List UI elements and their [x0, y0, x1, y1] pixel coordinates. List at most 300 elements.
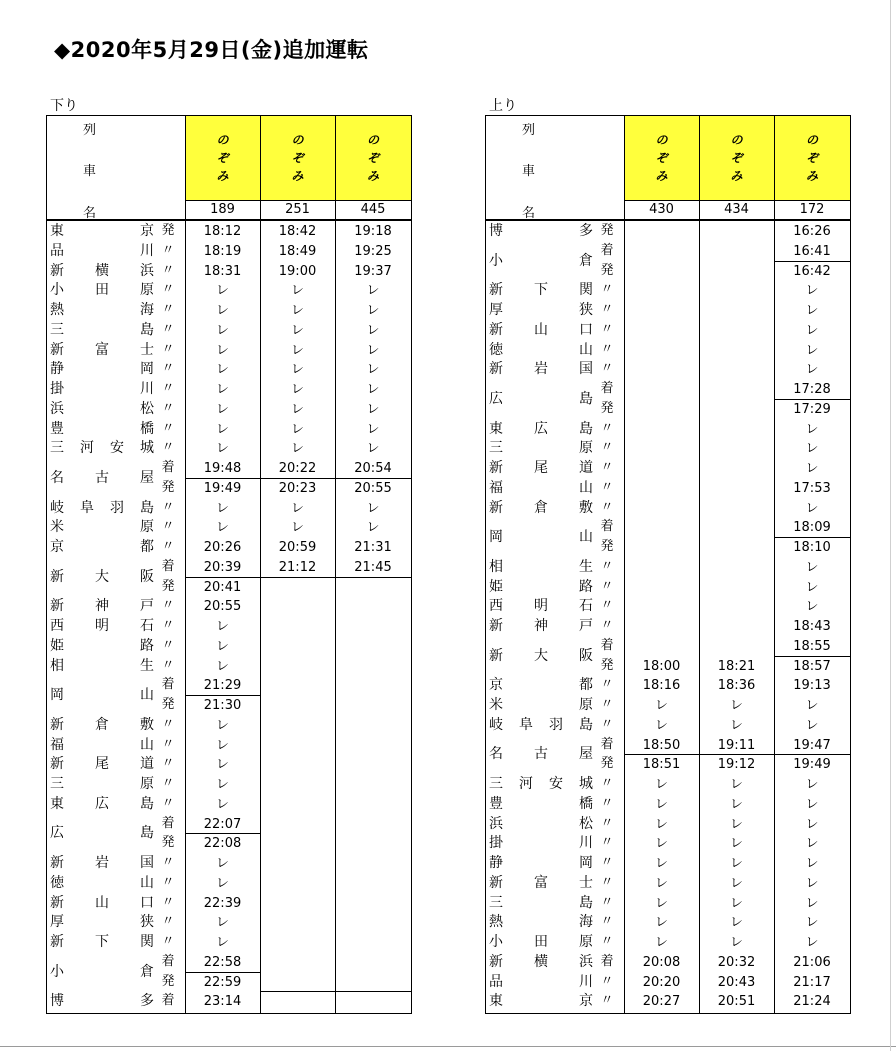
arr-dep-mark: 〃: [161, 874, 175, 890]
station-name: 三 河 安 城: [50, 440, 154, 457]
time-cell: レ: [805, 856, 819, 871]
station-name: 熱 海: [50, 302, 154, 318]
time-cell: レ: [805, 461, 819, 476]
time-cell: レ: [215, 342, 229, 358]
time-cell: レ: [654, 875, 668, 891]
station-name: 新 横 浜: [50, 262, 154, 279]
time-cell: 18:57: [793, 658, 831, 674]
time-cell: レ: [215, 322, 229, 338]
arr-dep-mark: 〃: [600, 973, 614, 989]
cell-separator: [260, 991, 411, 992]
station-name: 新 富 士: [489, 874, 593, 891]
time-cell: レ: [805, 698, 819, 713]
station-name: 新 下 関: [489, 282, 593, 299]
station-name: 京 都: [489, 677, 593, 694]
station-name: 豊 橋: [50, 420, 154, 437]
arr-dep-mark: 〃: [161, 657, 175, 673]
time-cell: レ: [805, 421, 819, 437]
station-name: 東 京: [489, 993, 593, 1010]
station-name: 広 島: [50, 825, 154, 842]
arr-dep-mark: 〃: [600, 460, 614, 475]
time-cell: レ: [729, 856, 743, 871]
arr-dep-mark: 〃: [161, 262, 175, 278]
station-name: 浜 松: [50, 400, 154, 417]
train-number: 172: [799, 202, 825, 217]
arr-dep-mark: 〃: [161, 756, 175, 772]
time-cell: 17:29: [793, 401, 831, 417]
cell-separator: [260, 577, 411, 578]
time-cell: レ: [366, 500, 380, 516]
arr-dep-mark: 着: [161, 953, 175, 969]
station-name: 掛 川: [489, 835, 593, 852]
time-cell: レ: [805, 796, 819, 812]
time-cell: レ: [654, 856, 668, 871]
arr-dep-mark: 〃: [600, 815, 614, 831]
station-name: 博 多: [489, 223, 593, 239]
time-cell: レ: [290, 342, 304, 358]
time-cell: レ: [366, 421, 380, 437]
arr-dep-mark: 〃: [600, 341, 614, 357]
arr-dep-mark: 〃: [600, 499, 614, 515]
arr-dep-mark: 発: [161, 479, 175, 495]
arr-dep-mark: 〃: [161, 716, 175, 732]
time-cell: 18:00: [642, 658, 681, 674]
arr-dep-mark: 〃: [161, 598, 175, 614]
time-cell: 20:39: [203, 559, 242, 575]
time-cell: レ: [215, 796, 229, 812]
arr-dep-mark: 〃: [600, 420, 614, 436]
time-cell: レ: [729, 836, 743, 852]
header-char: 列: [522, 123, 536, 138]
station-name: 新 山 口: [50, 894, 154, 911]
time-cell: 21:17: [793, 974, 831, 990]
time-cell: レ: [366, 382, 380, 397]
station-name: 新 神 戸: [489, 618, 593, 634]
train-name: の ぞ み: [730, 133, 743, 183]
time-cell: 18:21: [717, 658, 756, 674]
time-cell: レ: [654, 895, 668, 911]
station-name: 東 広 島: [489, 420, 593, 437]
time-cell: 19:49: [203, 480, 242, 496]
header-rule: [185, 200, 412, 201]
station-name: 新 大 阪: [50, 568, 154, 585]
right-edge: [890, 0, 891, 1051]
station-name: 三 原: [489, 440, 593, 457]
arr-dep-mark: 〃: [161, 381, 175, 396]
time-cell: レ: [290, 401, 304, 417]
station-name: 小 田 原: [489, 934, 593, 950]
station-name: 厚 狭: [50, 914, 154, 931]
station-name: 岐 阜 羽 島: [50, 499, 154, 516]
time-cell: 20:43: [717, 974, 756, 990]
time-cell: 17:53: [793, 480, 831, 496]
arr-dep-mark: 着: [600, 637, 614, 653]
time-cell: 17:28: [793, 382, 831, 397]
time-cell: レ: [805, 895, 819, 911]
time-cell: 20:22: [278, 461, 317, 476]
station-name: 新 倉 敷: [50, 716, 154, 733]
time-cell: 18:55: [793, 638, 831, 654]
time-cell: 22:39: [203, 895, 242, 911]
time-cell: 21:24: [793, 994, 831, 1010]
time-cell: 16:42: [793, 263, 831, 279]
header-char: 車: [522, 164, 536, 179]
train-name: の ぞ み: [655, 133, 668, 183]
time-cell: レ: [805, 441, 819, 457]
train-number: 434: [724, 202, 749, 217]
time-cell: 20:55: [203, 599, 242, 615]
time-cell: レ: [805, 935, 819, 950]
station-name: 米 原: [489, 697, 593, 713]
time-cell: レ: [215, 401, 229, 417]
time-cell: レ: [215, 717, 229, 733]
arr-dep-mark: 着: [600, 242, 614, 258]
time-cell: 18:31: [203, 263, 242, 279]
time-cell: レ: [654, 836, 668, 852]
arr-dep-mark: 〃: [161, 618, 175, 633]
station-name: 東 京: [50, 223, 154, 239]
time-cell: レ: [805, 579, 819, 595]
time-cell: レ: [215, 520, 229, 536]
time-cell: レ: [805, 303, 819, 318]
time-cell: 20:08: [642, 954, 681, 970]
arr-dep-mark: 〃: [600, 776, 614, 791]
time-cell: レ: [654, 816, 668, 832]
time-cell: 18:42: [278, 224, 317, 239]
arr-dep-mark: 着: [161, 558, 175, 574]
time-cell: レ: [654, 796, 668, 812]
time-cell: レ: [805, 559, 819, 575]
time-cell: レ: [290, 382, 304, 397]
arr-dep-mark: 〃: [161, 242, 175, 258]
station-name: 新 山 口: [489, 321, 593, 338]
arr-dep-mark: 〃: [600, 914, 614, 930]
arr-dep-mark: 〃: [161, 914, 175, 930]
time-cell: レ: [729, 935, 743, 950]
station-name: 岐 阜 羽 島: [489, 716, 593, 733]
arr-dep-mark: 〃: [600, 993, 614, 1009]
train-number: 251: [285, 202, 310, 217]
station-name: 福 山: [489, 479, 593, 496]
arr-dep-mark: 〃: [161, 341, 175, 357]
arr-dep-mark: 〃: [600, 716, 614, 732]
station-name: 静 岡: [489, 855, 593, 871]
time-cell: レ: [366, 441, 380, 457]
time-cell: レ: [215, 658, 229, 674]
station-name: 名 古 屋: [489, 746, 593, 763]
cell-separator: [185, 577, 260, 578]
time-cell: レ: [215, 737, 229, 753]
time-cell: 20:59: [278, 540, 317, 555]
arr-dep-mark: 発: [161, 697, 175, 712]
time-cell: 20:27: [642, 994, 681, 1010]
station-name: 西 明 石: [489, 598, 593, 615]
arr-dep-mark: 発: [161, 223, 175, 238]
cell-separator: [185, 972, 260, 973]
arr-dep-mark: 着: [600, 381, 614, 396]
arr-dep-mark: 〃: [161, 894, 175, 910]
station-name: 姫 路: [489, 578, 593, 595]
station-name: 岡 山: [50, 687, 154, 704]
time-cell: レ: [805, 322, 819, 338]
time-cell: レ: [805, 816, 819, 832]
arr-dep-mark: 着: [600, 519, 614, 535]
arr-dep-mark: 〃: [600, 795, 614, 811]
arr-dep-mark: 〃: [600, 835, 614, 851]
time-cell: レ: [290, 520, 304, 536]
arr-dep-mark: 〃: [161, 400, 175, 416]
header-char: 名: [83, 206, 97, 221]
time-cell: 16:26: [793, 224, 831, 239]
header-char: 列: [83, 123, 97, 138]
time-cell: 20:26: [203, 540, 242, 555]
arr-dep-mark: 〃: [161, 440, 175, 456]
train-number: 430: [649, 202, 674, 217]
time-cell: レ: [805, 599, 819, 615]
down-timetable: [46, 115, 412, 1014]
station-name: 豊 橋: [489, 795, 593, 812]
time-cell: レ: [366, 520, 380, 536]
time-cell: レ: [290, 441, 304, 457]
time-cell: レ: [215, 303, 229, 318]
time-cell: 20:23: [278, 480, 317, 496]
cell-separator: [185, 695, 260, 696]
header-char: 名: [522, 206, 536, 221]
station-name: 博 多: [50, 993, 154, 1010]
time-cell: レ: [215, 777, 229, 792]
arr-dep-mark: 着: [600, 953, 614, 969]
station-name: 新 横 浜: [489, 953, 593, 970]
time-cell: レ: [805, 362, 819, 378]
arr-dep-mark: 発: [161, 973, 175, 989]
cell-separator: [774, 399, 850, 400]
time-cell: 20:20: [642, 974, 681, 990]
time-cell: レ: [366, 322, 380, 338]
time-cell: レ: [290, 500, 304, 516]
time-cell: レ: [366, 401, 380, 417]
time-cell: 16:41: [793, 243, 831, 259]
train-number: 189: [210, 202, 235, 217]
arr-dep-mark: 発: [600, 400, 614, 416]
arr-dep-mark: 〃: [600, 855, 614, 870]
arr-dep-mark: 〃: [161, 795, 175, 811]
arr-dep-mark: 発: [600, 262, 614, 278]
time-cell: レ: [215, 915, 229, 931]
time-cell: 18:10: [793, 540, 831, 555]
station-name: 小 倉: [50, 963, 154, 980]
time-cell: 20:55: [354, 480, 392, 496]
header-rule: [624, 200, 851, 201]
time-cell: レ: [805, 836, 819, 852]
arr-dep-mark: 〃: [600, 302, 614, 317]
station-name: 京 都: [50, 539, 154, 555]
time-cell: 22:08: [203, 836, 242, 852]
arr-dep-mark: 〃: [161, 302, 175, 317]
time-cell: 18:43: [793, 619, 831, 634]
station-name: 品 川: [489, 973, 593, 990]
station-name: 新 尾 道: [50, 756, 154, 773]
time-cell: レ: [290, 362, 304, 378]
station-name: 相 生: [489, 558, 593, 575]
station-name: 三 島: [50, 321, 154, 338]
station-name: 静 岡: [50, 361, 154, 378]
time-cell: レ: [729, 816, 743, 832]
header-char: 車: [83, 164, 97, 179]
time-cell: 20:41: [203, 579, 242, 595]
arr-dep-mark: 〃: [600, 282, 614, 298]
station-name: 広 島: [489, 390, 593, 407]
arr-dep-mark: 〃: [161, 519, 175, 535]
arr-dep-mark: 〃: [161, 321, 175, 337]
up-label: 上り: [489, 98, 517, 114]
arr-dep-mark: 〃: [161, 776, 175, 791]
time-cell: 21:12: [278, 559, 317, 575]
time-cell: レ: [729, 717, 743, 733]
time-cell: レ: [215, 619, 229, 634]
time-cell: 19:49: [793, 757, 831, 773]
time-cell: 22:07: [203, 816, 242, 832]
time-cell: レ: [215, 500, 229, 516]
time-cell: レ: [215, 757, 229, 773]
up-timetable: [485, 115, 851, 1014]
station-name: 東 広 島: [50, 795, 154, 812]
station-name: 新 岩 国: [489, 361, 593, 378]
time-cell: レ: [215, 441, 229, 457]
time-cell: レ: [215, 421, 229, 437]
station-name: 福 山: [50, 736, 154, 753]
arr-dep-mark: 〃: [600, 697, 614, 712]
time-cell: レ: [654, 717, 668, 733]
time-cell: 18:36: [717, 678, 756, 694]
time-cell: レ: [729, 895, 743, 911]
time-cell: 19:25: [354, 243, 392, 259]
time-cell: 20:51: [717, 994, 756, 1010]
time-cell: レ: [729, 875, 743, 891]
arr-dep-mark: 〃: [600, 479, 614, 495]
arr-dep-mark: 〃: [600, 598, 614, 614]
cell-separator: [185, 833, 260, 834]
station-name: 三 原: [50, 776, 154, 792]
time-cell: レ: [366, 362, 380, 378]
time-cell: レ: [805, 777, 819, 792]
train-name: の ぞ み: [805, 133, 818, 183]
train-name: の ぞ み: [366, 133, 379, 183]
arr-dep-mark: 〃: [161, 282, 175, 298]
arr-dep-mark: 〃: [161, 420, 175, 436]
station-name: 熱 海: [489, 914, 593, 931]
station-name: 名 古 屋: [50, 469, 154, 486]
station-name: 新 岩 国: [50, 855, 154, 871]
bottom-rule: [0, 1046, 896, 1047]
station-name: 三 島: [489, 894, 593, 911]
arr-dep-mark: 〃: [600, 874, 614, 890]
arr-dep-mark: 〃: [161, 499, 175, 515]
time-cell: 18:09: [793, 520, 831, 536]
arr-dep-mark: 着: [161, 993, 175, 1009]
time-cell: 18:12: [203, 224, 242, 239]
time-cell: 18:51: [642, 757, 681, 773]
arr-dep-mark: 着: [161, 460, 175, 475]
time-cell: レ: [215, 875, 229, 891]
time-cell: レ: [215, 638, 229, 654]
time-cell: 19:12: [717, 757, 756, 773]
time-cell: 21:06: [793, 954, 831, 970]
time-cell: レ: [729, 915, 743, 931]
station-name: 小 田 原: [50, 282, 154, 299]
station-name: 厚 狭: [489, 302, 593, 318]
train-name: の ぞ み: [291, 133, 304, 183]
time-cell: 19:13: [793, 678, 831, 694]
time-cell: 22:58: [203, 954, 242, 970]
time-cell: 19:11: [717, 737, 756, 753]
time-cell: 21:29: [203, 678, 242, 694]
station-name: 米 原: [50, 519, 154, 536]
time-cell: レ: [805, 500, 819, 516]
time-cell: 18:19: [203, 243, 242, 259]
station-name: 新 尾 道: [489, 460, 593, 476]
arr-dep-mark: 発: [600, 223, 614, 238]
time-cell: レ: [215, 382, 229, 397]
arr-dep-mark: 〃: [161, 934, 175, 949]
time-cell: レ: [366, 342, 380, 358]
time-cell: 18:50: [642, 737, 681, 753]
time-cell: レ: [290, 283, 304, 299]
arr-dep-mark: 〃: [600, 894, 614, 910]
station-name: 新 下 関: [50, 934, 154, 950]
time-cell: 18:16: [642, 678, 681, 694]
time-cell: レ: [654, 698, 668, 713]
time-cell: レ: [366, 303, 380, 318]
down-label: 下り: [50, 98, 78, 114]
arr-dep-mark: 着: [161, 677, 175, 693]
time-cell: 19:18: [354, 224, 392, 239]
station-name: 掛 川: [50, 381, 154, 397]
time-cell: 22:59: [203, 974, 242, 990]
arr-dep-mark: 〃: [161, 361, 175, 377]
station-name: 浜 松: [489, 815, 593, 832]
time-cell: レ: [805, 342, 819, 358]
time-cell: レ: [729, 796, 743, 812]
time-cell: レ: [805, 915, 819, 931]
time-cell: 19:48: [203, 461, 242, 476]
arr-dep-mark: 〃: [600, 578, 614, 594]
arr-dep-mark: 〃: [600, 618, 614, 633]
station-name: 岡 山: [489, 529, 593, 546]
station-name: 新 神 戸: [50, 598, 154, 615]
arr-dep-mark: 〃: [600, 440, 614, 456]
arr-dep-mark: 発: [600, 539, 614, 554]
station-name: 品 川: [50, 242, 154, 259]
station-name: 新 大 阪: [489, 647, 593, 664]
time-cell: レ: [290, 322, 304, 338]
time-cell: レ: [805, 875, 819, 891]
time-cell: レ: [805, 717, 819, 733]
station-name: 西 明 石: [50, 618, 154, 634]
time-cell: レ: [290, 303, 304, 318]
time-cell: 20:54: [354, 461, 392, 476]
arr-dep-mark: 発: [600, 756, 614, 772]
arr-dep-mark: 〃: [600, 677, 614, 693]
cell-separator: [624, 754, 850, 755]
arr-dep-mark: 〃: [161, 539, 175, 554]
time-cell: 19:47: [793, 737, 831, 753]
time-cell: 19:00: [278, 263, 317, 279]
station-name: 徳 山: [50, 874, 154, 891]
time-cell: レ: [654, 935, 668, 950]
page-title: ◆2020年5月29日(金)追加運転: [54, 38, 369, 62]
time-cell: レ: [215, 935, 229, 950]
station-name: 徳 山: [489, 341, 593, 358]
